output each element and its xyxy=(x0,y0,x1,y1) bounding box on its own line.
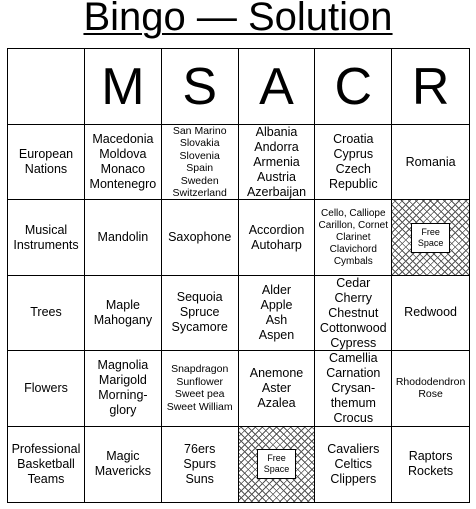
answer-line: Carillon, Cornet xyxy=(318,219,389,231)
column-header-c xyxy=(315,49,392,125)
row-label-line: Flowers xyxy=(24,380,68,395)
answer-line: Mahogany xyxy=(93,312,153,327)
answer-line: 76ers xyxy=(184,441,216,456)
answer-line: Crysan- xyxy=(331,380,376,395)
answer-line: Clarinet xyxy=(336,231,371,243)
answer-line: Cavaliers xyxy=(327,441,380,456)
answer-cell xyxy=(239,200,316,275)
answer-line: Marigold xyxy=(98,373,147,388)
answer-line: Celtics xyxy=(334,456,373,471)
answer-line: Mavericks xyxy=(94,464,152,479)
free-space-cell xyxy=(392,200,469,275)
answer-line: Magnolia xyxy=(97,358,149,373)
answer-line: Macedonia xyxy=(92,132,154,147)
answer-cell xyxy=(239,351,316,426)
answer-line: Cyprus xyxy=(333,147,374,162)
answer-cell xyxy=(85,351,162,426)
answer-line: Albania xyxy=(255,125,298,139)
answer-line: Sunflower xyxy=(176,375,224,388)
answer-line: Mandolin xyxy=(97,230,149,245)
answer-line: Ash xyxy=(265,312,288,327)
answer-line: Croatia xyxy=(333,132,374,147)
answer-line: Rockets xyxy=(408,464,454,479)
column-letter: M xyxy=(101,57,145,116)
column-letter: R xyxy=(411,57,450,116)
answer-line: Crocus xyxy=(333,410,374,425)
column-letter: A xyxy=(259,57,294,116)
answer-line: Sycamore xyxy=(171,320,228,335)
answer-line: glory xyxy=(109,403,137,418)
answer-line: Azalea xyxy=(257,395,296,410)
answer-cell xyxy=(162,351,239,426)
answer-line: Austria xyxy=(257,169,296,184)
free-space-text: Space xyxy=(263,464,290,475)
answer-cell xyxy=(239,125,316,200)
answer-cell xyxy=(392,427,469,502)
answer-line: Sweet pea xyxy=(174,388,225,401)
free-space-text: Free xyxy=(421,226,440,237)
answer-cell xyxy=(162,427,239,502)
free-space-label xyxy=(257,449,297,479)
answer-line: Saxophone xyxy=(168,230,232,245)
corner-cell xyxy=(8,49,85,125)
answer-line: Cherry xyxy=(334,290,373,305)
answer-cell xyxy=(85,200,162,275)
answer-line: Sweet William xyxy=(166,400,233,413)
answer-line: Rhododendron xyxy=(395,375,466,388)
answer-line: San Marino xyxy=(172,125,227,137)
answer-cell xyxy=(162,200,239,275)
answer-line: Spain xyxy=(186,162,214,175)
column-header-r xyxy=(392,49,469,125)
answer-line: Snapdragon xyxy=(171,363,229,376)
free-space-text: Space xyxy=(417,237,444,248)
answer-line: Armenia xyxy=(253,154,300,169)
answer-line: Accordion xyxy=(248,222,305,237)
answer-line: Autoharp xyxy=(251,237,302,252)
answer-cell xyxy=(162,125,239,200)
bingo-grid xyxy=(7,48,470,503)
answer-line: Cello, Calliope xyxy=(321,207,386,219)
answer-cell xyxy=(392,351,469,426)
row-label xyxy=(8,427,85,502)
answer-line: Raptors xyxy=(408,449,453,464)
answer-cell xyxy=(315,351,392,426)
answer-line: Moldova xyxy=(99,147,147,162)
answer-line: Clippers xyxy=(330,471,377,486)
row-label xyxy=(8,200,85,275)
answer-line: Magic xyxy=(106,449,140,464)
answer-line: Morning- xyxy=(98,388,148,403)
row-label-line: Musical xyxy=(24,222,68,237)
answer-cell xyxy=(315,427,392,502)
answer-line: Cymbals xyxy=(333,255,373,267)
answer-cell xyxy=(315,125,392,200)
answer-cell xyxy=(315,276,392,351)
answer-line: Clavichord xyxy=(329,243,377,255)
answer-line: Alder xyxy=(261,282,292,297)
column-header-s xyxy=(162,49,239,125)
answer-cell xyxy=(392,276,469,351)
answer-line: Aspen xyxy=(258,327,295,342)
answer-line: Spruce xyxy=(179,305,220,320)
answer-line: Republic xyxy=(328,177,378,192)
answer-line: Czech xyxy=(335,162,371,177)
row-label-line: Trees xyxy=(30,305,62,320)
answer-line: themum xyxy=(330,395,376,410)
answer-line: Maple xyxy=(105,297,140,312)
free-space-cell xyxy=(239,427,316,502)
answer-cell xyxy=(162,276,239,351)
answer-line: Andorra xyxy=(254,139,299,154)
answer-cell xyxy=(315,200,392,275)
answer-line: Cottonwood xyxy=(319,320,387,335)
row-label-line: Instruments xyxy=(13,237,79,252)
answer-line: Aster xyxy=(261,380,292,395)
answer-line: Anemone xyxy=(249,365,304,380)
answer-line: Chestnut xyxy=(328,305,379,320)
answer-line: Monaco xyxy=(100,162,146,177)
row-label xyxy=(8,125,85,200)
answer-line: Camellia xyxy=(328,351,378,365)
column-header-m xyxy=(85,49,162,125)
answer-line: Montenegro xyxy=(89,177,157,192)
row-label-line: Professional xyxy=(11,441,81,456)
answer-line: Suns xyxy=(185,471,214,486)
row-label-line: Teams xyxy=(27,471,65,486)
answer-line: Cedar xyxy=(336,275,371,290)
answer-line: Romania xyxy=(405,154,456,169)
free-space-label xyxy=(411,223,451,253)
answer-line: Switzerland xyxy=(172,187,227,200)
answer-line: Sweden xyxy=(180,174,219,187)
column-header-a xyxy=(239,49,316,125)
page-title: Bingo — Solution xyxy=(83,0,393,39)
answer-line: Slovakia xyxy=(179,137,220,150)
answer-line: Redwood xyxy=(404,305,457,320)
answer-line: Cypress xyxy=(330,335,377,350)
answer-cell xyxy=(392,125,469,200)
row-label-line: Basketball xyxy=(17,456,75,471)
answer-cell xyxy=(85,276,162,351)
row-label xyxy=(8,351,85,426)
answer-line: Slovenia xyxy=(179,149,220,162)
answer-cell xyxy=(85,125,162,200)
row-label-line: Nations xyxy=(24,162,68,177)
column-letter: S xyxy=(182,57,218,116)
answer-line: Apple xyxy=(260,297,293,312)
answer-line: Azerbaijan xyxy=(246,184,307,199)
answer-cell xyxy=(239,276,316,351)
answer-line: Rose xyxy=(418,388,443,401)
row-label-line: European xyxy=(18,147,74,162)
answer-line: Carnation xyxy=(326,365,381,380)
answer-line: Sequoia xyxy=(176,290,223,305)
row-label xyxy=(8,276,85,351)
answer-cell xyxy=(85,427,162,502)
column-letter: C xyxy=(334,57,373,116)
free-space-text: Free xyxy=(267,453,286,464)
answer-line: Spurs xyxy=(183,456,217,471)
